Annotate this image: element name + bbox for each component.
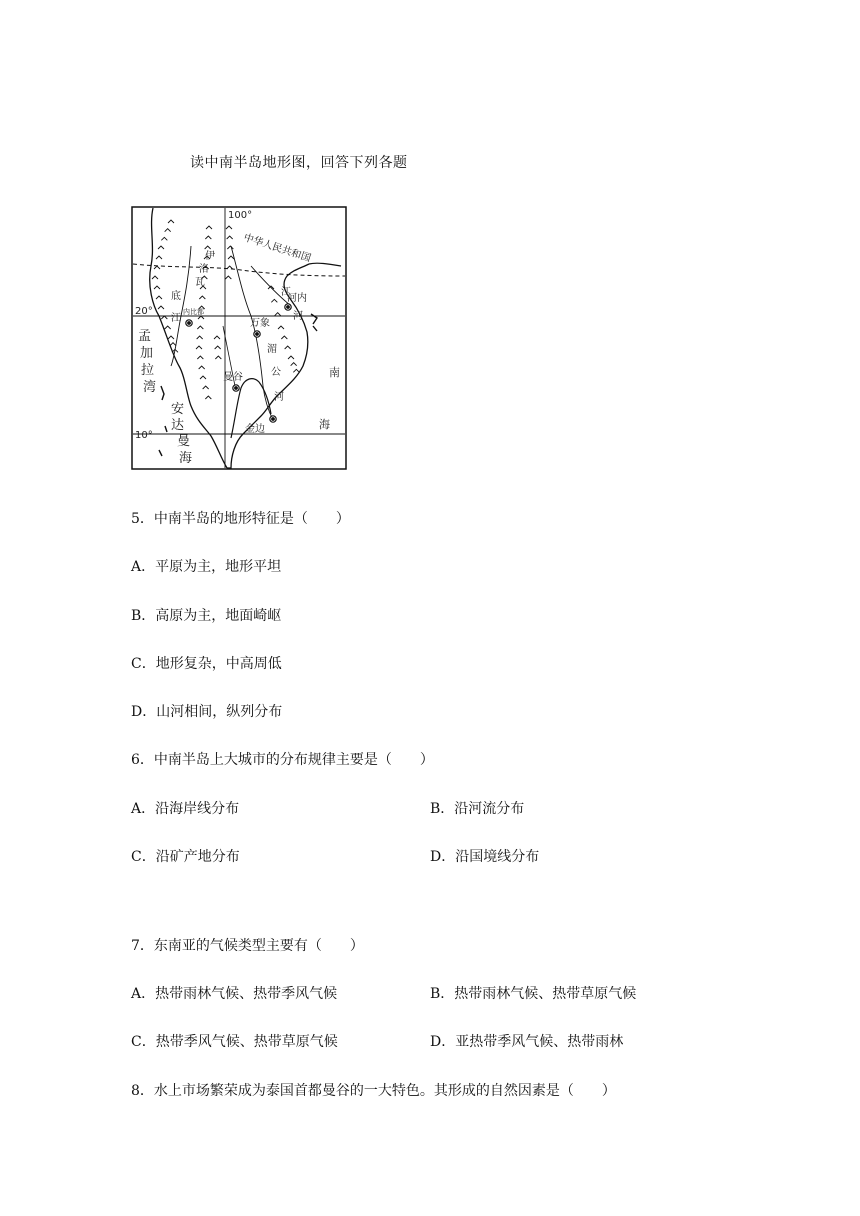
label-irrawaddy-1: 伊 <box>205 251 215 262</box>
question-7-option-a[interactable]: A．热带雨林气候、热带季风气候 <box>131 986 338 1002</box>
label-irrawaddy-3: 瓦 <box>195 277 205 288</box>
label-andaman-4: 海 <box>179 451 193 466</box>
label-bay-2: 加 <box>140 346 154 361</box>
label-andaman-3: 曼 <box>177 434 191 449</box>
label-irrawaddy-5: 江 <box>171 313 181 324</box>
question-5-stem: 5．中南半岛的地形特征是（ ） <box>131 511 350 527</box>
label-phnom-penh: 金边 <box>245 424 265 435</box>
label-bay-4: 湾 <box>143 380 157 395</box>
label-lat10: 10° <box>135 430 153 441</box>
label-lat20: 20° <box>135 306 153 317</box>
question-5-option-b[interactable]: B．高原为主，地面崎岖 <box>131 608 282 624</box>
label-south-china-2: 海 <box>319 418 330 431</box>
label-mekong-upper: 江 <box>281 287 291 298</box>
intro-text: 读中南半岛地形图，回答下列各题 <box>190 155 408 171</box>
label-hanoi: 河内 <box>287 293 307 304</box>
label-lon100: 100° <box>228 210 253 221</box>
question-6-option-b[interactable]: B．沿河流分布 <box>430 801 525 817</box>
label-irrawaddy-2: 洛 <box>199 264 209 275</box>
label-bangkok: 曼谷 <box>223 372 243 383</box>
question-7-option-c[interactable]: C．热带季风气候、热带草原气候 <box>131 1034 338 1050</box>
question-7-stem: 7．东南亚的气候类型主要有（ ） <box>131 938 364 954</box>
label-bay-3: 拉 <box>141 363 155 378</box>
question-7-option-d[interactable]: D．亚热带季风气候、热带雨林 <box>430 1034 624 1050</box>
label-bay-1: 孟 <box>138 329 152 344</box>
label-mekong-2: 公 <box>271 367 281 378</box>
label-nay-pyi-taw: 内比都 <box>183 308 204 316</box>
label-andaman-2: 达 <box>171 418 185 433</box>
question-7-option-b[interactable]: B．热带雨林气候、热带草原气候 <box>430 986 637 1002</box>
label-irrawaddy-4: 底 <box>171 291 181 302</box>
question-6-option-c[interactable]: C．沿矿产地分布 <box>131 849 240 865</box>
label-mekong-3: 河 <box>274 392 284 403</box>
label-andaman-1: 安 <box>171 402 185 417</box>
label-he: 河 <box>293 311 303 322</box>
question-5-option-a[interactable]: A．平原为主，地形平坦 <box>131 559 282 575</box>
question-6-option-a[interactable]: A．沿海岸线分布 <box>131 801 240 817</box>
label-china: 中华人民共和国 <box>242 232 313 265</box>
question-5-option-d[interactable]: D．山河相间，纵列分布 <box>131 704 283 720</box>
label-mekong-1: 湄 <box>267 344 277 355</box>
indochina-terrain-map <box>131 206 347 470</box>
question-6-option-d[interactable]: D．沿国境线分布 <box>430 849 540 865</box>
label-south-china-1: 南 <box>329 366 340 379</box>
map-frame <box>132 207 346 469</box>
question-5-option-c[interactable]: C．地形复杂，中高周低 <box>131 656 282 672</box>
label-vientiane: 万象 <box>250 318 270 329</box>
question-6-stem: 6．中南半岛上大城市的分布规律主要是（ ） <box>131 752 434 768</box>
question-8-stem: 8．水上市场繁荣成为泰国首都曼谷的一大特色。其形成的自然因素是（ ） <box>131 1083 616 1099</box>
